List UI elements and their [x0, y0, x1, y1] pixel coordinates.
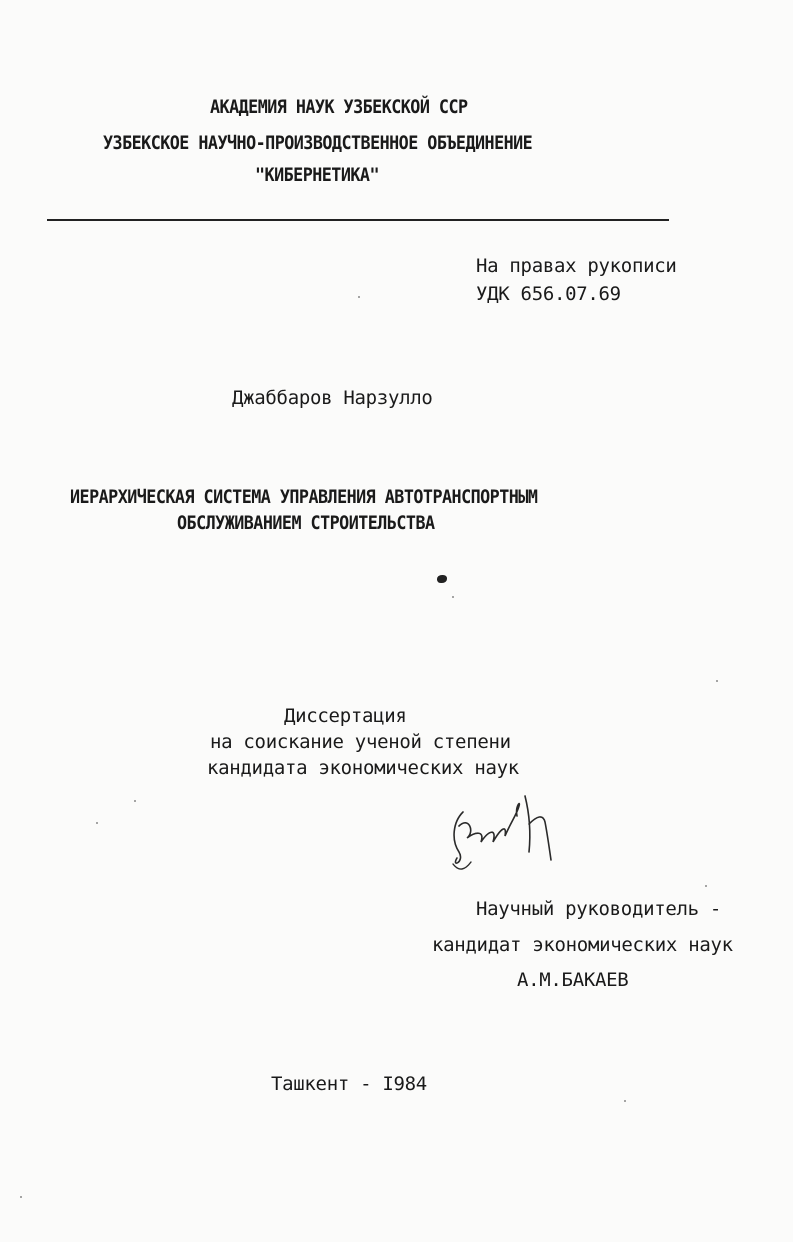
- place-and-year: Ташкент - I984: [271, 1073, 427, 1095]
- udc-code: УДК 656.07.69: [476, 283, 621, 305]
- degree-field: кандидата экономических наук: [207, 757, 519, 779]
- paper-speck: [358, 296, 360, 298]
- organization-heading: "КИБЕРНЕТИКА": [255, 164, 380, 186]
- supervisor-name: А.М.БАКАЕВ: [517, 969, 629, 991]
- paper-speck: [96, 822, 98, 824]
- paper-speck: [624, 1100, 626, 1102]
- paper-speck: [452, 596, 454, 598]
- paper-speck: [20, 1196, 22, 1198]
- paper-speck: [134, 800, 136, 802]
- thesis-title-line-2: ОБСЛУЖИВАНИЕМ СТРОИТЕЛЬСТВА: [177, 512, 435, 534]
- handwritten-signature: [445, 792, 560, 877]
- paper-speck: [716, 680, 718, 682]
- supervisor-degree: кандидат экономических наук: [432, 934, 733, 956]
- paper-speck: [705, 885, 707, 887]
- academy-heading: АКАДЕМИЯ НАУК УЗБЕКСКОЙ ССР: [210, 96, 468, 118]
- degree-purpose: на соискание ученой степени: [210, 731, 511, 753]
- ink-blot: [437, 575, 447, 583]
- thesis-title-line-1: ИЕРАРХИЧЕСКАЯ СИСТЕМА УПРАВЛЕНИЯ АВТОТРАНСПОРТНЫМ: [70, 486, 538, 508]
- dissertation-label: Диссертация: [284, 705, 407, 727]
- author-name: Джаббаров Нарзулло: [232, 387, 433, 409]
- manuscript-rights-note: На правах рукописи: [476, 255, 677, 277]
- supervisor-role: Научный руководитель -: [476, 898, 722, 920]
- header-divider: [47, 219, 669, 221]
- association-heading: УЗБЕКСКОЕ НАУЧНО-ПРОИЗВОДСТВЕННОЕ ОБЪЕДИНЕНИЕ: [103, 132, 533, 154]
